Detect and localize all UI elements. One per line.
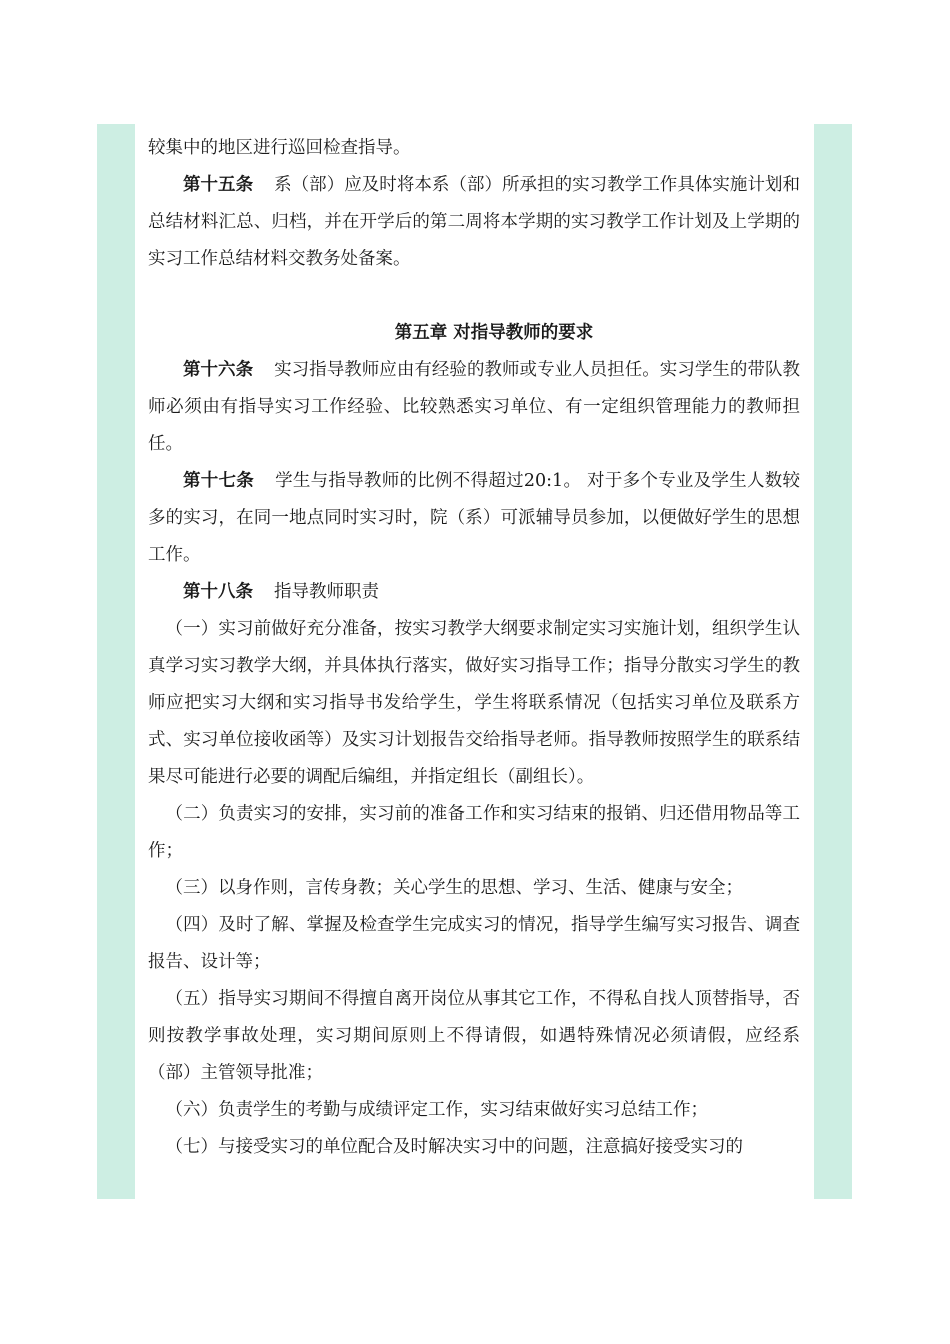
duty-item-1: （一）实习前做好充分准备，按实习教学大纲要求制定实习实施计划，组织学生认真学习实习教学大纲，并具体执行落实，做好实习指导工作；指导分散实习学生的教师应把实习大纲和实习指导书发给学生，学生将联系情况（包括实习单位及联系方式、实习单位接收函等）及实习计划报告交给指导老师。指导教师按照学生的联系结果尽可能进行必要的调配后编组，并指定组长（副组长）。: [148, 619, 800, 787]
article-15-text: 系（部）应及时将本系（部）所承担的实习教学工作具体实施计划和总结材料汇总、归档，并在开学后的第二周将本学期的实习教学工作计划及上学期的实习工作总结材料交教务处备案。: [148, 175, 801, 269]
left-margin-band: [97, 124, 135, 1199]
article-18-number: 第十八条: [183, 582, 253, 602]
section-gap: [148, 278, 800, 315]
article-17-text: 学生与指导教师的比例不得超过20:1。 对于多个专业及学生人数较多的实习，在同一地点同时实习时，院（系）可派辅导员参加，以便做好学生的思想工作。: [148, 471, 801, 565]
duty-item-6: （六）负责学生的考勤与成绩评定工作，实习结束做好实习总结工作；: [165, 1100, 708, 1120]
article-16: [148, 352, 800, 463]
article-16-number: 第十六条: [183, 360, 254, 380]
continued-paragraph: 较集中的地区进行巡回检查指导。: [148, 138, 411, 158]
duty-item-2: （二）负责实习的安排，实习前的准备工作和实习结束的报销、归还借用物品等工作；: [148, 804, 800, 861]
duty-item-7: （七）与接受实习的单位配合及时解决实习中的问题，注意搞好接受实习的: [165, 1137, 743, 1157]
article-17-number: 第十七条: [183, 471, 255, 491]
document-body: [148, 130, 800, 1166]
article-15-number: 第十五条: [183, 175, 254, 195]
duty-item-3: （三）以身作则，言传身教；关心学生的思想、学习、生活、健康与安全；: [165, 878, 743, 898]
article-18: [148, 574, 800, 611]
article-16-text: 实习指导教师应由有经验的教师或专业人员担任。实习学生的带队教师必须由有指导实习工作经验、比较熟悉实习单位、有一定组织管理能力的教师担任。: [148, 360, 801, 454]
article-17: [148, 463, 800, 574]
article-18-text: 指导教师职责: [274, 582, 379, 602]
duty-item-5: （五）指导实习期间不得擅自离开岗位从事其它工作，不得私自找人顶替指导，否则按教学事故处理，实习期间原则上不得请假，如遇特殊情况必须请假，应经系（部）主管领导批准；: [148, 989, 800, 1083]
chapter-5-title: 第五章 对指导教师的要求: [394, 323, 594, 343]
duty-item-4: （四）及时了解、掌握及检查学生完成实习的情况，指导学生编写实习报告、调查报告、设计等；: [148, 915, 800, 972]
right-margin-band: [814, 124, 852, 1199]
article-15: [148, 167, 800, 278]
